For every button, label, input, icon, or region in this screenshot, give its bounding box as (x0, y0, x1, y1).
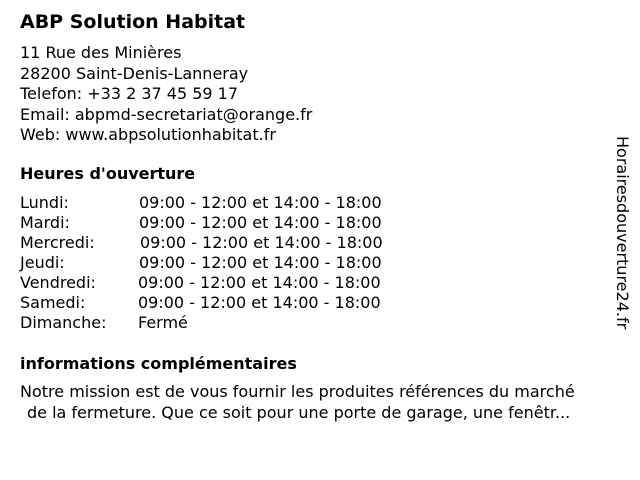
time-range: 09:00 - 12:00 et 14:00 - 18:00 (138, 273, 381, 292)
time-range: 09:00 - 12:00 et 14:00 - 18:00 (139, 193, 382, 212)
description-line-1: Notre mission est de vous fournir les produites références du marché (20, 382, 575, 401)
day-label: Samedi: (20, 293, 86, 312)
web-line[interactable]: Web: www.abpsolutionhabitat.fr (20, 125, 276, 144)
day-label: Jeudi: (20, 253, 65, 272)
additional-info-heading: informations complémentaires (20, 354, 297, 373)
email-line[interactable]: Email: abpmd-secretariat@orange.fr (20, 104, 313, 124)
description-text (20, 382, 625, 423)
time-range: Fermé (138, 313, 188, 332)
day-label: Mardi: (20, 213, 70, 232)
day-label: Vendredi: (20, 273, 96, 292)
description-line-2: de la fermeture. Que ce soit pour une porte de garage, une fenêtr... (27, 402, 571, 422)
day-label: Dimanche: (20, 313, 107, 332)
time-range: 09:00 - 12:00 et 14:00 - 18:00 (140, 233, 383, 252)
street-address: 11 Rue des Minières (20, 43, 182, 62)
time-range: 09:00 - 12:00 et 14:00 - 18:00 (139, 253, 382, 272)
city-line: 28200 Saint-Denis-Lanneray (20, 63, 249, 83)
time-range: 09:00 - 12:00 et 14:00 - 18:00 (139, 213, 382, 232)
day-label: Mercredi: (20, 233, 95, 252)
site-watermark: Horairesdouverture24.fr (613, 136, 632, 330)
day-label: Lundi: (20, 193, 69, 212)
time-range: 09:00 - 12:00 et 14:00 - 18:00 (138, 293, 381, 312)
opening-hours-heading: Heures d'ouverture (20, 164, 196, 183)
phone-line[interactable]: Telefon: +33 2 37 45 59 17 (20, 84, 239, 103)
business-name: ABP Solution Habitat (20, 11, 246, 33)
address-block (20, 43, 312, 146)
